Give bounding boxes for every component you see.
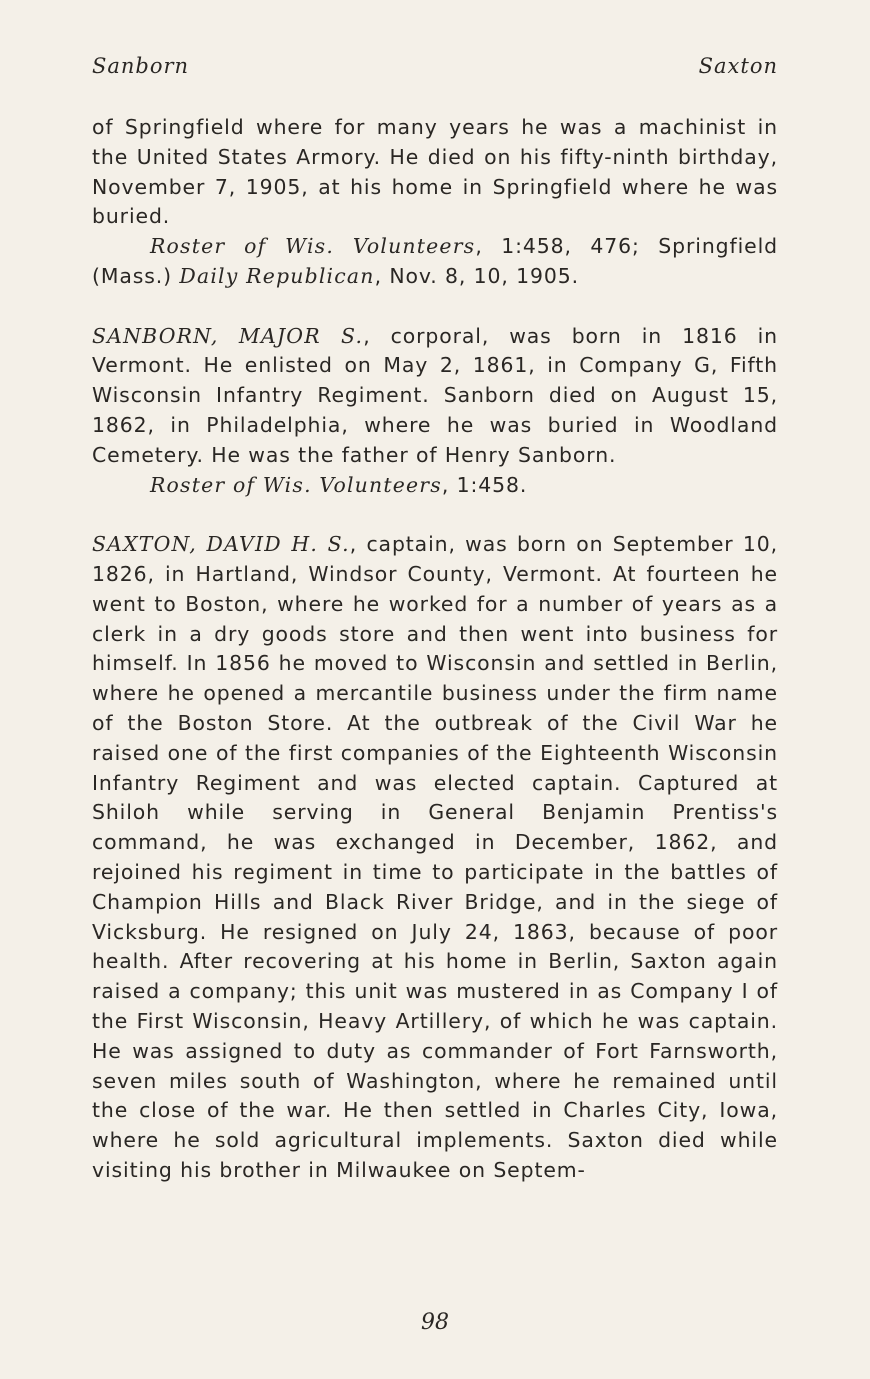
running-head-right: Saxton [698,54,778,78]
citation-title: Roster of Wis. Volunteers [150,234,476,259]
entry-sanborn-major [92,322,778,501]
continuation-paragraph: of Springfield where for many years he was a machinist in the United States Armory. He died on his fifty-ninth birthday, November 7, 1905, at his home in Springfield where he was buried. [92,115,778,229]
body-text [92,113,778,1186]
citation-title: Daily Republican [179,263,375,288]
entry-text: , corporal, was born in 1816 in Vermont. He enlisted on May 2, 1861, in Company G, Fifth Wisconsin Infantry Regiment. Sanborn died on August 15, 1862, in Philadelphia, where he was buried in Woodland Cemetery. He was the father of Henry Sanborn. [92,323,778,467]
entry-paragraph [92,530,778,1186]
running-head [92,54,778,78]
citation-text: , 1:458, 476; Springfield (Mass.) [92,234,778,288]
entry-citation [92,471,778,501]
entry-text: , captain, was born on September 10, 1826, in Hartland, Windsor County, Vermont. At fourteen he went to Boston, where he worked for a number of years as a clerk in a dry goods store and then went into business for himself. In 1856 he moved to Wisconsin and settled in Berlin, where he opened a mercantile business under the firm name of the Boston Store. At the outbreak of the Civil War he raised one of the first companies of the Eighteenth Wisconsin Infantry Regiment and was elected captain. Captured at Shiloh while serving in General Benjamin Prentiss's command, he was exchanged in December, 1862, and rejoined his regiment in time to participate in the battles of Champion Hills and Black River Bridge, and in the siege of Vicksburg. He resigned on July 24, 1863, because of poor health. After recovering at his home in Berlin, Saxton again raised a company; this unit was mustered in as Company I of the First Wisconsin, Heavy Artillery, of which he was captain. He was assigned to duty as commander of Fort Farnsworth, seven miles south of Washington, where he remained until the close of the war. He then settled in Charles City, Iowa, where he sold agricultural implements. Saxton died while visiting his brother in Milwaukee on Septem- [92,532,778,1182]
citation-text: , 1:458. [441,472,528,497]
entry-name: SAXTON, DAVID H. S. [92,532,350,557]
citation-text: , Nov. 8, 10, 1905. [374,263,580,288]
running-head-left: Sanborn [92,54,190,78]
entry-paragraph [92,322,778,471]
citation-title: Roster of Wis. Volunteers [150,472,442,497]
entry-saxton-david [92,530,778,1186]
entry-name: SANBORN, MAJOR S. [92,323,364,348]
page-number: 98 [421,1310,449,1335]
continuation-citation [92,232,778,292]
